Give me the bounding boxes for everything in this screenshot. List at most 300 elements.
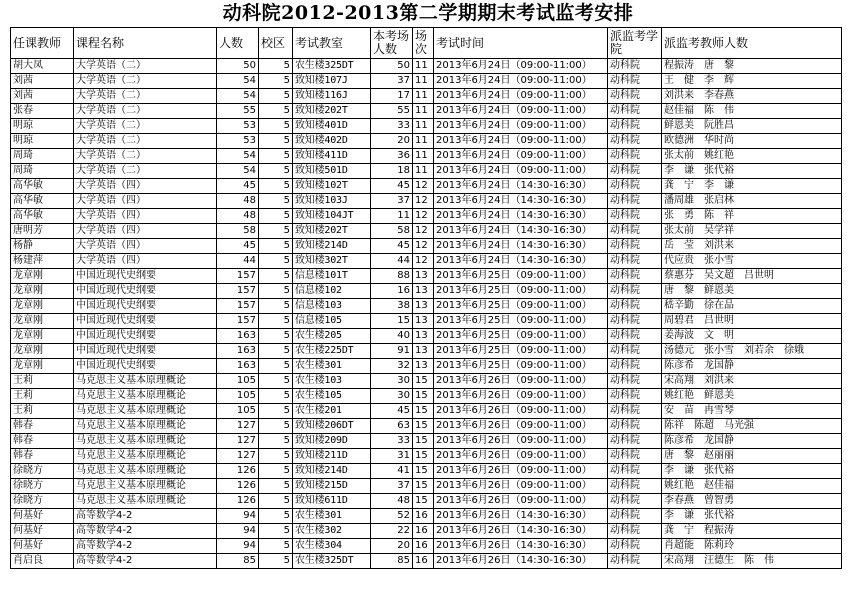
- cell-proctor-college: 动科院: [608, 134, 662, 149]
- header-classroom: 考试教室: [293, 28, 371, 59]
- cell-room-count: 40: [371, 329, 413, 344]
- cell-count: 157: [217, 284, 259, 299]
- cell-session: 12: [413, 179, 434, 194]
- cell-classroom: 农生楼304: [293, 539, 371, 554]
- cell-session: 15: [413, 419, 434, 434]
- cell-count: 50: [217, 59, 259, 74]
- cell-session: 16: [413, 509, 434, 524]
- cell-classroom: 信息楼105: [293, 314, 371, 329]
- cell-proctor-college: 动科院: [608, 494, 662, 509]
- cell-room-count: 30: [371, 374, 413, 389]
- cell-classroom: 农生楼225DT: [293, 344, 371, 359]
- table-row: [11, 239, 842, 254]
- cell-campus: 5: [259, 224, 293, 239]
- cell-count: 55: [217, 104, 259, 119]
- cell-proctors: 李 谦 张代裕: [662, 464, 842, 479]
- cell-course: 高等数学4-2: [74, 539, 217, 554]
- cell-exam-time: 2013年6月24日（09:00-11:00）: [434, 119, 608, 134]
- table-row: [11, 299, 842, 314]
- cell-campus: 5: [259, 104, 293, 119]
- cell-room-count: 45: [371, 179, 413, 194]
- table-row: [11, 314, 842, 329]
- cell-count: 54: [217, 164, 259, 179]
- cell-proctor-college: 动科院: [608, 509, 662, 524]
- cell-proctors: 潘周雄 张启林: [662, 194, 842, 209]
- cell-course: 大学英语（四）: [74, 194, 217, 209]
- cell-exam-time: 2013年6月26日（09:00-11:00）: [434, 479, 608, 494]
- cell-proctors: 张 勇 陈 祥: [662, 209, 842, 224]
- cell-proctor-college: 动科院: [608, 224, 662, 239]
- cell-teacher: 明琼: [11, 134, 74, 149]
- cell-session: 16: [413, 539, 434, 554]
- table-row: [11, 209, 842, 224]
- table-row: [11, 164, 842, 179]
- cell-classroom: 农生楼105: [293, 389, 371, 404]
- cell-session: 12: [413, 194, 434, 209]
- cell-proctor-college: 动科院: [608, 329, 662, 344]
- cell-room-count: 22: [371, 524, 413, 539]
- cell-classroom: 致知楼501D: [293, 164, 371, 179]
- cell-teacher: 徐晓方: [11, 479, 74, 494]
- table-row: [11, 89, 842, 104]
- cell-count: 105: [217, 389, 259, 404]
- cell-room-count: 20: [371, 134, 413, 149]
- cell-count: 44: [217, 254, 259, 269]
- cell-campus: 5: [259, 119, 293, 134]
- cell-exam-time: 2013年6月26日（09:00-11:00）: [434, 494, 608, 509]
- table-row: [11, 554, 842, 569]
- cell-count: 105: [217, 374, 259, 389]
- cell-exam-time: 2013年6月26日（14:30-16:30）: [434, 554, 608, 569]
- table-row: [11, 404, 842, 419]
- cell-course: 中国近现代史纲要: [74, 269, 217, 284]
- cell-room-count: 91: [371, 344, 413, 359]
- cell-session: 15: [413, 479, 434, 494]
- cell-proctor-college: 动科院: [608, 299, 662, 314]
- cell-classroom: 致知楼202T: [293, 224, 371, 239]
- cell-classroom: 致知楼611D: [293, 494, 371, 509]
- cell-proctors: 宋高翔 刘洪来: [662, 374, 842, 389]
- cell-classroom: 农生楼103: [293, 374, 371, 389]
- cell-course: 中国近现代史纲要: [74, 344, 217, 359]
- header-teacher: 任课教师: [11, 28, 74, 59]
- cell-session: 16: [413, 524, 434, 539]
- cell-proctors: 宋高翔 汪德生 陈 伟: [662, 554, 842, 569]
- cell-classroom: 致知楼202T: [293, 104, 371, 119]
- cell-exam-time: 2013年6月24日（09:00-11:00）: [434, 134, 608, 149]
- header-exam-time: 考试时间: [434, 28, 608, 59]
- cell-course: 中国近现代史纲要: [74, 359, 217, 374]
- cell-classroom: 致知楼215D: [293, 479, 371, 494]
- cell-exam-time: 2013年6月24日（09:00-11:00）: [434, 164, 608, 179]
- cell-proctors: 岳 莹 刘洪来: [662, 239, 842, 254]
- cell-campus: 5: [259, 89, 293, 104]
- cell-proctors: 姜海波 文 明: [662, 329, 842, 344]
- table-row: [11, 104, 842, 119]
- cell-proctors: 欧德洲 华时尚: [662, 134, 842, 149]
- cell-teacher: 龙章刚: [11, 359, 74, 374]
- cell-classroom: 致知楼214D: [293, 239, 371, 254]
- cell-proctor-college: 动科院: [608, 194, 662, 209]
- cell-campus: 5: [259, 209, 293, 224]
- cell-proctors: 陈祥 陈超 马光强: [662, 419, 842, 434]
- cell-campus: 5: [259, 269, 293, 284]
- cell-classroom: 农生楼301: [293, 359, 371, 374]
- cell-campus: 5: [259, 179, 293, 194]
- exam-schedule-table: [10, 27, 842, 569]
- cell-teacher: 明琼: [11, 119, 74, 134]
- cell-proctor-college: 动科院: [608, 419, 662, 434]
- cell-room-count: 16: [371, 284, 413, 299]
- cell-teacher: 何基好: [11, 524, 74, 539]
- cell-count: 48: [217, 209, 259, 224]
- cell-teacher: 王莉: [11, 404, 74, 419]
- cell-session: 11: [413, 119, 434, 134]
- cell-proctors: 唐 黎 鲜恩美: [662, 284, 842, 299]
- cell-room-count: 37: [371, 194, 413, 209]
- cell-teacher: 龙章刚: [11, 314, 74, 329]
- cell-room-count: 45: [371, 239, 413, 254]
- cell-campus: 5: [259, 299, 293, 314]
- cell-classroom: 致知楼107J: [293, 74, 371, 89]
- cell-room-count: 18: [371, 164, 413, 179]
- cell-course: 中国近现代史纲要: [74, 284, 217, 299]
- cell-campus: 5: [259, 374, 293, 389]
- cell-proctors: 肖超能 陈莉玲: [662, 539, 842, 554]
- table-row: [11, 179, 842, 194]
- cell-session: 12: [413, 239, 434, 254]
- cell-proctors: 嵇辛勤 徐在品: [662, 299, 842, 314]
- cell-count: 126: [217, 479, 259, 494]
- table-row: [11, 419, 842, 434]
- cell-course: 马克思主义基本原理概论: [74, 494, 217, 509]
- cell-campus: 5: [259, 359, 293, 374]
- cell-campus: 5: [259, 329, 293, 344]
- cell-count: 45: [217, 239, 259, 254]
- cell-teacher: 徐晓方: [11, 494, 74, 509]
- cell-room-count: 36: [371, 149, 413, 164]
- cell-campus: 5: [259, 59, 293, 74]
- cell-count: 53: [217, 134, 259, 149]
- page-title: 动科院2012-2013第二学期期末考试监考安排: [222, 2, 634, 24]
- cell-classroom: 致知楼116J: [293, 89, 371, 104]
- cell-exam-time: 2013年6月24日（14:30-16:30）: [434, 179, 608, 194]
- cell-room-count: 17: [371, 89, 413, 104]
- cell-session: 15: [413, 494, 434, 509]
- cell-campus: 5: [259, 494, 293, 509]
- cell-room-count: 85: [371, 554, 413, 569]
- cell-teacher: 张春: [11, 104, 74, 119]
- cell-room-count: 52: [371, 509, 413, 524]
- cell-campus: 5: [259, 164, 293, 179]
- cell-course: 大学英语（二）: [74, 134, 217, 149]
- cell-session: 13: [413, 359, 434, 374]
- cell-proctor-college: 动科院: [608, 344, 662, 359]
- cell-proctors: 蔡惠芬 吴文超 吕世明: [662, 269, 842, 284]
- cell-teacher: 何基好: [11, 539, 74, 554]
- cell-exam-time: 2013年6月26日（09:00-11:00）: [434, 434, 608, 449]
- cell-teacher: 高华敏: [11, 209, 74, 224]
- cell-teacher: 杨静: [11, 239, 74, 254]
- cell-session: 12: [413, 209, 434, 224]
- cell-room-count: 63: [371, 419, 413, 434]
- cell-exam-time: 2013年6月24日（09:00-11:00）: [434, 74, 608, 89]
- cell-proctors: 代应贵 张小雪: [662, 254, 842, 269]
- cell-exam-time: 2013年6月26日（14:30-16:30）: [434, 539, 608, 554]
- cell-course: 大学英语（二）: [74, 89, 217, 104]
- cell-session: 11: [413, 59, 434, 74]
- header-room-count: 本考场人数: [371, 28, 413, 59]
- header-row: [11, 28, 842, 59]
- cell-room-count: 11: [371, 209, 413, 224]
- cell-classroom: 致知楼401D: [293, 119, 371, 134]
- cell-teacher: 唐明芳: [11, 224, 74, 239]
- cell-session: 11: [413, 149, 434, 164]
- cell-session: 12: [413, 224, 434, 239]
- cell-classroom: 农生楼205: [293, 329, 371, 344]
- cell-proctor-college: 动科院: [608, 314, 662, 329]
- cell-exam-time: 2013年6月24日（09:00-11:00）: [434, 59, 608, 74]
- cell-teacher: 韩春: [11, 419, 74, 434]
- cell-count: 54: [217, 74, 259, 89]
- cell-exam-time: 2013年6月25日（09:00-11:00）: [434, 359, 608, 374]
- table-row: [11, 254, 842, 269]
- cell-proctor-college: 动科院: [608, 554, 662, 569]
- cell-exam-time: 2013年6月26日（09:00-11:00）: [434, 374, 608, 389]
- cell-proctors: 陈彦希 龙国静: [662, 434, 842, 449]
- cell-course: 大学英语（二）: [74, 104, 217, 119]
- cell-teacher: 胡大凤: [11, 59, 74, 74]
- cell-session: 11: [413, 74, 434, 89]
- cell-campus: 5: [259, 479, 293, 494]
- cell-room-count: 15: [371, 314, 413, 329]
- cell-room-count: 88: [371, 269, 413, 284]
- header-proctor-college: 派监考学院: [608, 28, 662, 59]
- cell-classroom: 致知楼102T: [293, 179, 371, 194]
- table-row: [11, 149, 842, 164]
- cell-proctor-college: 动科院: [608, 179, 662, 194]
- cell-campus: 5: [259, 314, 293, 329]
- cell-teacher: 龙章刚: [11, 269, 74, 284]
- cell-room-count: 32: [371, 359, 413, 374]
- cell-proctors: 姚红艳 赵佳福: [662, 479, 842, 494]
- table-row: [11, 374, 842, 389]
- cell-exam-time: 2013年6月24日（14:30-16:30）: [434, 194, 608, 209]
- cell-course: 高等数学4-2: [74, 524, 217, 539]
- cell-count: 54: [217, 149, 259, 164]
- cell-course: 中国近现代史纲要: [74, 299, 217, 314]
- table-row: [11, 344, 842, 359]
- table-row: [11, 329, 842, 344]
- cell-proctors: 张太前 姚红艳: [662, 149, 842, 164]
- cell-campus: 5: [259, 134, 293, 149]
- cell-proctors: 程振涛 唐 黎: [662, 59, 842, 74]
- table-row: [11, 284, 842, 299]
- cell-campus: 5: [259, 509, 293, 524]
- cell-count: 163: [217, 344, 259, 359]
- cell-room-count: 33: [371, 119, 413, 134]
- cell-exam-time: 2013年6月26日（09:00-11:00）: [434, 389, 608, 404]
- cell-proctor-college: 动科院: [608, 104, 662, 119]
- cell-classroom: 致知楼104JT: [293, 209, 371, 224]
- cell-session: 13: [413, 269, 434, 284]
- cell-count: 127: [217, 419, 259, 434]
- cell-session: 15: [413, 374, 434, 389]
- cell-course: 大学英语（二）: [74, 164, 217, 179]
- cell-proctor-college: 动科院: [608, 149, 662, 164]
- cell-campus: 5: [259, 149, 293, 164]
- cell-exam-time: 2013年6月26日（09:00-11:00）: [434, 449, 608, 464]
- cell-course: 大学英语（四）: [74, 179, 217, 194]
- cell-proctor-college: 动科院: [608, 284, 662, 299]
- cell-proctor-college: 动科院: [608, 74, 662, 89]
- cell-proctors: 龚 宁 程振涛: [662, 524, 842, 539]
- cell-campus: 5: [259, 344, 293, 359]
- cell-proctors: 陈彦希 龙国静: [662, 359, 842, 374]
- cell-campus: 5: [259, 404, 293, 419]
- cell-room-count: 50: [371, 59, 413, 74]
- cell-teacher: 刘茜: [11, 74, 74, 89]
- cell-classroom: 致知楼206DT: [293, 419, 371, 434]
- cell-course: 马克思主义基本原理概论: [74, 464, 217, 479]
- header-course: 课程名称: [74, 28, 217, 59]
- cell-session: 12: [413, 254, 434, 269]
- cell-proctor-college: 动科院: [608, 479, 662, 494]
- cell-proctor-college: 动科院: [608, 404, 662, 419]
- cell-exam-time: 2013年6月26日（14:30-16:30）: [434, 509, 608, 524]
- cell-proctors: 姚红艳 鲜恩美: [662, 389, 842, 404]
- table-row: [11, 359, 842, 374]
- cell-proctor-college: 动科院: [608, 59, 662, 74]
- cell-classroom: 信息楼101T: [293, 269, 371, 284]
- cell-count: 157: [217, 269, 259, 284]
- cell-exam-time: 2013年6月25日（09:00-11:00）: [434, 299, 608, 314]
- cell-session: 15: [413, 434, 434, 449]
- cell-teacher: 刘茜: [11, 89, 74, 104]
- header-count: 人数: [217, 28, 259, 59]
- cell-count: 85: [217, 554, 259, 569]
- cell-exam-time: 2013年6月24日（14:30-16:30）: [434, 239, 608, 254]
- cell-proctors: 周碧君 吕世明: [662, 314, 842, 329]
- cell-classroom: 农生楼201: [293, 404, 371, 419]
- cell-room-count: 45: [371, 404, 413, 419]
- cell-campus: 5: [259, 524, 293, 539]
- cell-room-count: 41: [371, 464, 413, 479]
- cell-count: 127: [217, 434, 259, 449]
- cell-session: 11: [413, 164, 434, 179]
- cell-campus: 5: [259, 239, 293, 254]
- cell-room-count: 38: [371, 299, 413, 314]
- header-campus: 校区: [259, 28, 293, 59]
- cell-campus: 5: [259, 419, 293, 434]
- cell-course: 高等数学4-2: [74, 554, 217, 569]
- cell-proctor-college: 动科院: [608, 269, 662, 284]
- cell-teacher: 韩春: [11, 449, 74, 464]
- cell-proctors: 鲜恩美 阮胜昌: [662, 119, 842, 134]
- cell-course: 高等数学4-2: [74, 509, 217, 524]
- cell-proctor-college: 动科院: [608, 239, 662, 254]
- cell-proctor-college: 动科院: [608, 164, 662, 179]
- cell-room-count: 30: [371, 389, 413, 404]
- cell-exam-time: 2013年6月24日（09:00-11:00）: [434, 104, 608, 119]
- cell-session: 13: [413, 299, 434, 314]
- cell-course: 大学英语（二）: [74, 59, 217, 74]
- cell-session: 15: [413, 449, 434, 464]
- cell-classroom: 致知楼214D: [293, 464, 371, 479]
- table-row: [11, 224, 842, 239]
- cell-teacher: 龙章刚: [11, 284, 74, 299]
- cell-course: 马克思主义基本原理概论: [74, 389, 217, 404]
- cell-exam-time: 2013年6月25日（09:00-11:00）: [434, 269, 608, 284]
- cell-proctor-college: 动科院: [608, 449, 662, 464]
- cell-room-count: 33: [371, 434, 413, 449]
- cell-session: 15: [413, 464, 434, 479]
- cell-proctor-college: 动科院: [608, 539, 662, 554]
- cell-classroom: 农生楼301: [293, 509, 371, 524]
- cell-session: 13: [413, 284, 434, 299]
- table-row: [11, 269, 842, 284]
- cell-count: 163: [217, 359, 259, 374]
- cell-teacher: 韩春: [11, 434, 74, 449]
- cell-exam-time: 2013年6月24日（14:30-16:30）: [434, 209, 608, 224]
- cell-proctors: 赵佳福 陈 伟: [662, 104, 842, 119]
- cell-teacher: 肖启良: [11, 554, 74, 569]
- cell-teacher: 高华敏: [11, 179, 74, 194]
- table-row: [11, 509, 842, 524]
- cell-proctors: 李 谦 张代裕: [662, 509, 842, 524]
- cell-room-count: 37: [371, 74, 413, 89]
- cell-proctor-college: 动科院: [608, 374, 662, 389]
- cell-proctors: 李春燕 曾智勇: [662, 494, 842, 509]
- cell-course: 马克思主义基本原理概论: [74, 434, 217, 449]
- cell-room-count: 44: [371, 254, 413, 269]
- cell-proctors: 安 苗 冉雪琴: [662, 404, 842, 419]
- table-row: [11, 59, 842, 74]
- cell-count: 48: [217, 194, 259, 209]
- cell-session: 13: [413, 314, 434, 329]
- cell-proctors: 龚 宁 李 谦: [662, 179, 842, 194]
- table-row: [11, 464, 842, 479]
- cell-proctors: 刘洪来 李春燕: [662, 89, 842, 104]
- cell-classroom: 致知楼103J: [293, 194, 371, 209]
- cell-proctor-college: 动科院: [608, 254, 662, 269]
- cell-classroom: 农生楼302: [293, 524, 371, 539]
- cell-course: 中国近现代史纲要: [74, 329, 217, 344]
- cell-campus: 5: [259, 434, 293, 449]
- cell-proctor-college: 动科院: [608, 89, 662, 104]
- cell-count: 126: [217, 464, 259, 479]
- cell-session: 13: [413, 329, 434, 344]
- cell-session: 13: [413, 344, 434, 359]
- cell-classroom: 农生楼325DT: [293, 554, 371, 569]
- cell-session: 11: [413, 134, 434, 149]
- cell-count: 127: [217, 449, 259, 464]
- cell-count: 45: [217, 179, 259, 194]
- cell-room-count: 37: [371, 479, 413, 494]
- cell-course: 大学英语（四）: [74, 209, 217, 224]
- table-row: [11, 74, 842, 89]
- cell-room-count: 48: [371, 494, 413, 509]
- cell-proctor-college: 动科院: [608, 119, 662, 134]
- cell-proctors: 汤德元 张小雪 刘若余 徐娥: [662, 344, 842, 359]
- cell-teacher: 王莉: [11, 389, 74, 404]
- cell-session: 16: [413, 554, 434, 569]
- cell-count: 163: [217, 329, 259, 344]
- cell-count: 54: [217, 89, 259, 104]
- cell-course: 中国近现代史纲要: [74, 314, 217, 329]
- cell-course: 大学英语（四）: [74, 224, 217, 239]
- cell-exam-time: 2013年6月24日（09:00-11:00）: [434, 89, 608, 104]
